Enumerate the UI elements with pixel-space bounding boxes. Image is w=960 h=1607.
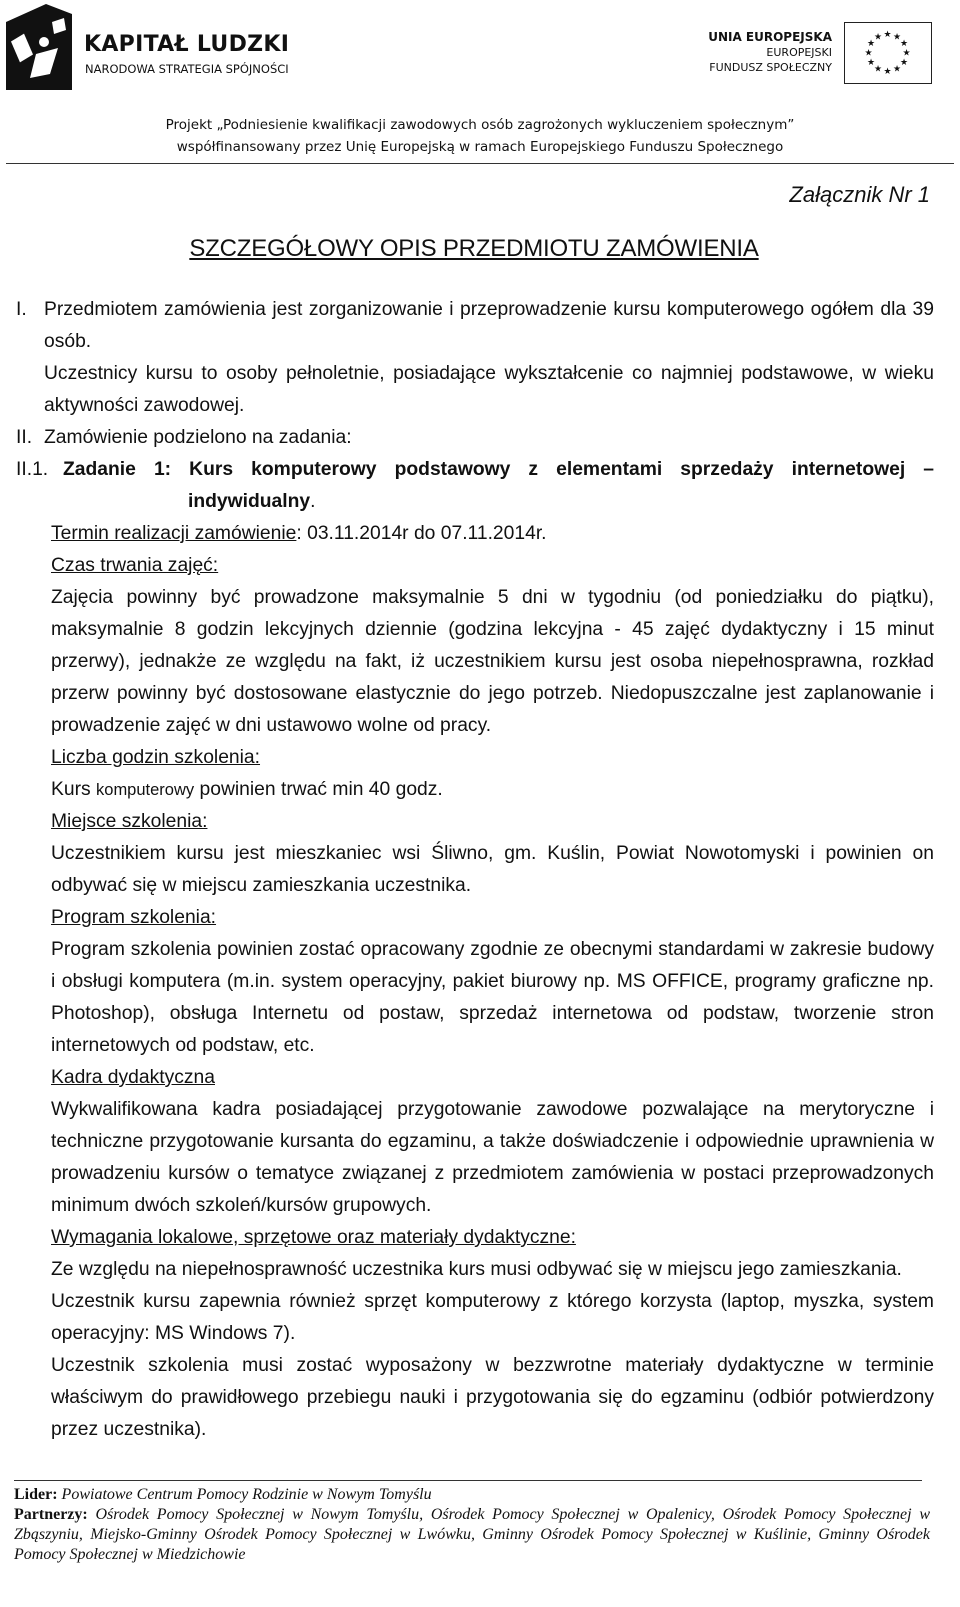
task-1-title-continued [16, 486, 934, 518]
hours-heading: Liczba godzin szkolenia: [51, 747, 261, 768]
kapital-ludzki-subtitle: NARODOWA STRATEGIA SPÓJNOŚCI [85, 62, 289, 76]
svg-text:★: ★ [866, 58, 876, 68]
document-title [0, 235, 960, 263]
task-1-number: II.1. [16, 459, 49, 480]
footer-leader [14, 1485, 930, 1505]
project-funding-line: współfinansowany przez Unię Europejską w ramach Europejskiego Funduszu Społecznego [176, 139, 784, 155]
requirements-paragraph-1: Ze względu na niepełnosprawność uczestnika kurs musi odbywać się w miejscu jego zamieszkania. [51, 1259, 902, 1280]
svg-text:★: ★ [902, 48, 911, 59]
svg-text:★: ★ [873, 64, 883, 75]
svg-text:★: ★ [866, 39, 876, 49]
task-1-details [16, 518, 934, 1446]
place-text: Uczestnikiem kursu jest mieszkaniec wsi Śliwno, gm. Kuślin, Powiat Nowotomyski i powinien on odbywać się w miejscu zamieszkania uczestnika. [51, 843, 934, 896]
footer-divider [14, 1480, 922, 1481]
place-heading: Miejsce szkolenia: [51, 811, 208, 832]
leader-label: Lider: [14, 1486, 58, 1503]
task-1-title-period: . [310, 491, 316, 512]
section-2 [16, 422, 934, 454]
program-text: Program szkolenia powinien zostać opracowany zgodnie ze obecnymi standardami w zakresie budowy i obsługi komputera (m.in. system operacyjny, pakiet biurowy np. MS OFFICE, programy graficzne np. Photoshop), obsługa Internetu od postaw, sprzedaż internetowa od podstaw, tworzenie stron internetowych od podstaw, etc. [51, 939, 934, 1056]
eu-logo [708, 22, 952, 90]
footer-partners [14, 1505, 930, 1565]
hours-text-course-type: komputerowy [96, 781, 195, 799]
staff-text: Wykwalifikowana kadra posiadającej przygotowanie zawodowe pozwalające na merytoryczne i techniczne przygotowanie kursanta do egzaminu, a także doświadczenie i odpowiednie uprawnienia w prowadzeniu kursów o tematyce związanej z przedmiotem zamówienia w postaci przeprowadzonych minimum dwóch szkoleń/kursów grupowych. [51, 1099, 934, 1216]
svg-text:★: ★ [892, 32, 902, 43]
svg-text:★: ★ [899, 39, 909, 49]
task-1-heading [16, 454, 934, 486]
task-1-title-end: indywidualny [188, 491, 311, 512]
project-name-line: Projekt „Podniesienie kwalifikacji zawodowych osób zagrożonych wykluczeniem społecznym” [165, 117, 795, 133]
svg-text:★: ★ [873, 32, 883, 43]
eu-fund-label-1: EUROPEJSKI [766, 46, 832, 59]
svg-text:★: ★ [864, 48, 873, 59]
hours-text-end: powinien trwać min 40 godz. [194, 779, 443, 800]
section-1-number: I. [16, 299, 27, 320]
term-line [51, 518, 934, 550]
term-value: : 03.11.2014r do 07.11.2014r. [296, 523, 547, 544]
program-heading: Program szkolenia: [51, 907, 217, 928]
duration-heading: Czas trwania zajęć: [51, 555, 219, 576]
requirements-paragraph-3: Uczestnik szkolenia musi zostać wyposażony w bezzwrotne materiały dydaktyczne w terminie właściwym do prawidłowego przebiegu nauki i przygotowania się do egzaminu (odbiór potwierdzony przez uczestnika). [51, 1355, 934, 1440]
document-title-text: SZCZEGÓŁOWY OPIS PRZEDMIOTU ZAMÓWIENIA [189, 235, 759, 262]
svg-text:★: ★ [899, 58, 909, 68]
svg-text:★: ★ [883, 30, 892, 40]
section-1 [16, 294, 934, 358]
section-2-number: II. [16, 427, 33, 448]
kapital-ludzki-logo [6, 4, 306, 90]
task-1-title: Zadanie 1: Kurs komputerowy podstawowy z elementami sprzedaży internetowej – [63, 459, 934, 480]
section-2-text: Zamówienie podzielono na zadania: [44, 427, 352, 448]
svg-text:★: ★ [892, 64, 902, 75]
eu-flag-icon [844, 22, 932, 84]
term-label: Termin realizacji zamówienie [51, 523, 297, 544]
duration-text: Zajęcia powinny być prowadzone maksymalnie 5 dni w tygodniu (od poniedziałku do piątku), maksymalnie 8 godzin lekcyjnych dziennie (godzina lekcyjna - 45 zajęć dydaktyczny i 15 minut przerwy), jednakże ze względu na fakt, iż uczestnikiem kursu jest osoba niepełnosprawna, rozkład przerw powinny być dostosowane elastycznie do jego potrzeb. Niedopuszczalne jest zaplanowanie i prowadzenie zajęć w dni ustawowo wolne od pracy. [51, 587, 934, 736]
eu-union-label: UNIA EUROPEJSKA [708, 30, 832, 44]
partners-label: Partnerzy: [14, 1506, 88, 1523]
svg-text:★: ★ [883, 67, 892, 77]
partners-text: Ośrodek Pomocy Społecznej w Nowym Tomyślu, Ośrodek Pomocy Społecznej w Opalenicy, Ośrodek Pomocy Społecznej w Zbąszyniu, Miejsko-Gminny Ośrodek Pomocy Społecznej w Lwówku, Gminny Ośrodek Pomocy Społecznej w Kuślinie, Gminny Ośrodek Pomocy Społecznej w Miedzichowie [14, 1506, 930, 1563]
eu-logo-text [708, 30, 832, 75]
annex-label: Załącznik Nr 1 [789, 182, 930, 207]
participants-text: Uczestnicy kursu to osoby pełnoletnie, posiadające wykształcenie co najmniej podstawowe, w wieku aktywności zawodowej. [44, 363, 934, 416]
section-1-text: Przedmiotem zamówienia jest zorganizowanie i przeprowadzenie kursu komputerowego ogółem dla 39 osób. [44, 299, 934, 352]
requirements-paragraph-2: Uczestnik kursu zapewnia również sprzęt komputerowy z którego korzysta (laptop, myszka, system operacyjny: MS Windows 7). [51, 1291, 934, 1344]
leader-text: Powiatowe Centrum Pomocy Rodzinie w Nowym Tomyślu [57, 1486, 432, 1503]
kapital-ludzki-emblem-icon [6, 4, 72, 90]
hours-text-start: Kurs [51, 779, 97, 800]
requirements-heading: Wymagania lokalowe, sprzętowe oraz materiały dydaktyczne: [51, 1227, 576, 1248]
kapital-ludzki-title: KAPITAŁ LUDZKI [84, 32, 290, 57]
page-footer [14, 1485, 930, 1565]
header-divider [6, 163, 954, 164]
page-header [0, 0, 960, 175]
hours-text [51, 774, 934, 806]
eu-fund-label-2: FUNDUSZ SPOŁECZNY [709, 61, 832, 74]
document-body [16, 294, 934, 1446]
staff-heading: Kadra dydaktyczna [51, 1067, 215, 1088]
